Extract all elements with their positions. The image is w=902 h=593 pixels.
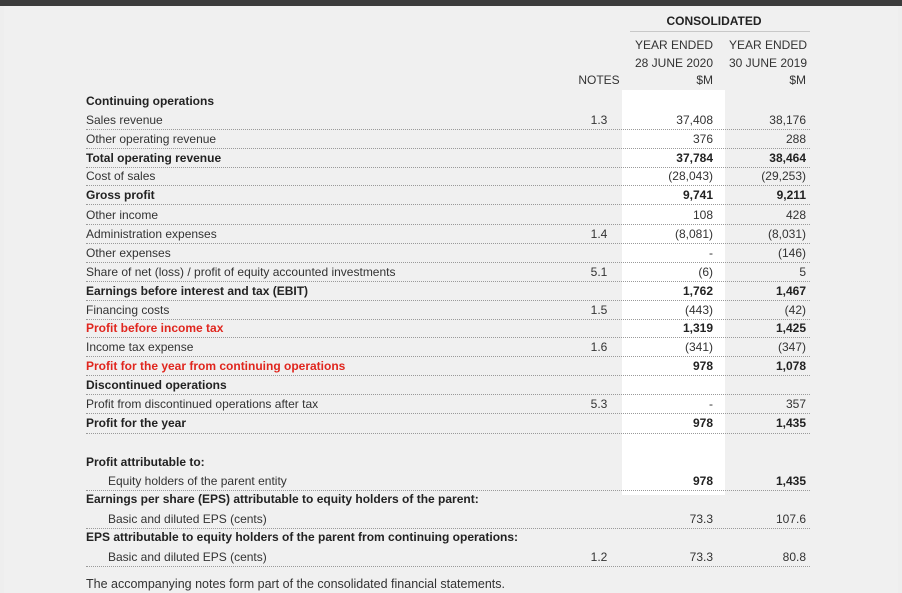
- row-value-2019: 107.6: [775, 512, 806, 526]
- row-value-2020: 978: [692, 416, 713, 430]
- row-label: Continuing operations: [86, 94, 214, 108]
- row-label: Income tax expense: [86, 340, 194, 354]
- row-divider: [86, 319, 810, 320]
- row-divider: [86, 356, 810, 357]
- row-note: 1.2: [590, 550, 608, 564]
- consolidated-heading: CONSOLIDATED: [666, 14, 762, 28]
- row-value-2019: 5: [799, 265, 806, 279]
- row-value-2019: 288: [785, 132, 806, 146]
- row-label: Profit before income tax: [86, 321, 224, 335]
- row-divider: [86, 243, 810, 244]
- row-value-2019: 1,467: [775, 284, 806, 298]
- col-2019-line1: YEAR ENDED: [728, 38, 808, 52]
- row-divider: [86, 300, 810, 301]
- row-value-2020: (6): [698, 265, 713, 279]
- row-divider: [86, 281, 810, 282]
- row-value-2020: 73.3: [689, 550, 713, 564]
- row-divider: [86, 413, 810, 414]
- row-label: Other operating revenue: [86, 132, 217, 146]
- row-value-2020: 1,762: [682, 284, 713, 298]
- row-value-2020: 73.3: [689, 512, 713, 526]
- row-label: Profit for the year: [86, 416, 187, 430]
- row-divider: [86, 528, 810, 529]
- row-label: Share of net (loss) / profit of equity accounted investments: [86, 265, 396, 279]
- row-value-2020: (28,043): [668, 169, 713, 183]
- row-label: Other expenses: [86, 246, 171, 260]
- row-divider: [86, 185, 810, 186]
- row-label: Basic and diluted EPS (cents): [108, 550, 267, 564]
- row-note: 5.3: [590, 397, 608, 411]
- row-label: Gross profit: [86, 188, 155, 202]
- row-value-2019: 1,425: [775, 321, 806, 335]
- row-label: Discontinued operations: [86, 378, 227, 392]
- row-value-2020: (341): [684, 340, 713, 354]
- notes-heading: NOTES: [578, 73, 620, 87]
- row-value-2019: 428: [785, 208, 806, 222]
- row-label: Other income: [86, 208, 159, 222]
- row-label: Sales revenue: [86, 113, 163, 127]
- header-rule: [630, 31, 810, 32]
- row-divider: [86, 566, 810, 567]
- row-value-2019: 80.8: [782, 550, 806, 564]
- row-value-2019: 357: [785, 397, 806, 411]
- row-value-2020: (443): [684, 303, 713, 317]
- row-label: Profit for the year from continuing operations: [86, 359, 346, 373]
- row-note: 1.5: [590, 303, 608, 317]
- row-value-2020: 978: [692, 474, 713, 488]
- row-divider: [86, 167, 810, 168]
- col-2019-line2: 30 JUNE 2019: [728, 56, 808, 70]
- row-label: Total operating revenue: [86, 151, 222, 165]
- row-value-2019: 9,211: [776, 188, 806, 202]
- row-value-2020: 978: [692, 359, 713, 373]
- row-value-2019: (29,253): [761, 169, 806, 183]
- row-value-2020: 1,319: [682, 321, 713, 335]
- row-divider: [86, 204, 810, 205]
- row-value-2019: (146): [777, 246, 806, 260]
- row-divider: [86, 129, 810, 130]
- row-value-2020: 108: [692, 208, 713, 222]
- row-divider: [86, 224, 810, 225]
- row-value-2019: 1,078: [775, 359, 806, 373]
- row-label: Profit attributable to:: [86, 455, 205, 469]
- row-value-2020: -: [709, 397, 713, 411]
- footer-note: The accompanying notes form part of the consolidated financial statements.: [86, 577, 505, 591]
- col-2020-line1: YEAR ENDED: [634, 38, 714, 52]
- row-value-2020: (8,081): [674, 227, 713, 241]
- row-label: EPS attributable to equity holders of the parent from continuing operations:: [86, 530, 519, 544]
- row-divider: [86, 490, 810, 491]
- row-label: Financing costs: [86, 303, 170, 317]
- row-value-2019: 38,176: [769, 113, 806, 127]
- row-divider: [86, 337, 810, 338]
- row-divider: [86, 148, 810, 149]
- row-value-2019: (8,031): [767, 227, 806, 241]
- row-label: Profit from discontinued operations after tax: [86, 397, 319, 411]
- col-2020-unit: $M: [696, 73, 713, 87]
- row-value-2019: 1,435: [775, 474, 806, 488]
- row-divider: [86, 375, 810, 376]
- row-value-2019: 1,435: [775, 416, 806, 430]
- row-value-2019: (42): [784, 303, 806, 317]
- row-label: Earnings per share (EPS) attributable to equity holders of the parent:: [86, 492, 479, 506]
- row-value-2020: 37,408: [676, 113, 713, 127]
- row-label: Cost of sales: [86, 169, 156, 183]
- row-value-2020: -: [709, 246, 713, 260]
- row-note: 1.6: [590, 340, 608, 354]
- row-value-2020: 37,784: [676, 151, 713, 165]
- row-value-2020: 376: [692, 132, 713, 146]
- row-label: Earnings before interest and tax (EBIT): [86, 284, 309, 298]
- col-2019-unit: $M: [789, 73, 806, 87]
- row-label: Administration expenses: [86, 227, 217, 241]
- row-note: 5.1: [590, 265, 608, 279]
- row-divider: [86, 433, 810, 434]
- row-label: Basic and diluted EPS (cents): [108, 512, 267, 526]
- col-2020-line2: 28 JUNE 2020: [634, 56, 714, 70]
- row-value-2019: (347): [777, 340, 806, 354]
- row-divider: [86, 262, 810, 263]
- row-value-2020: 9,741: [682, 188, 713, 202]
- row-divider: [86, 394, 810, 395]
- row-note: 1.4: [590, 227, 608, 241]
- row-note: 1.3: [590, 113, 608, 127]
- row-value-2019: 38,464: [769, 151, 806, 165]
- row-label: Equity holders of the parent entity: [108, 474, 287, 488]
